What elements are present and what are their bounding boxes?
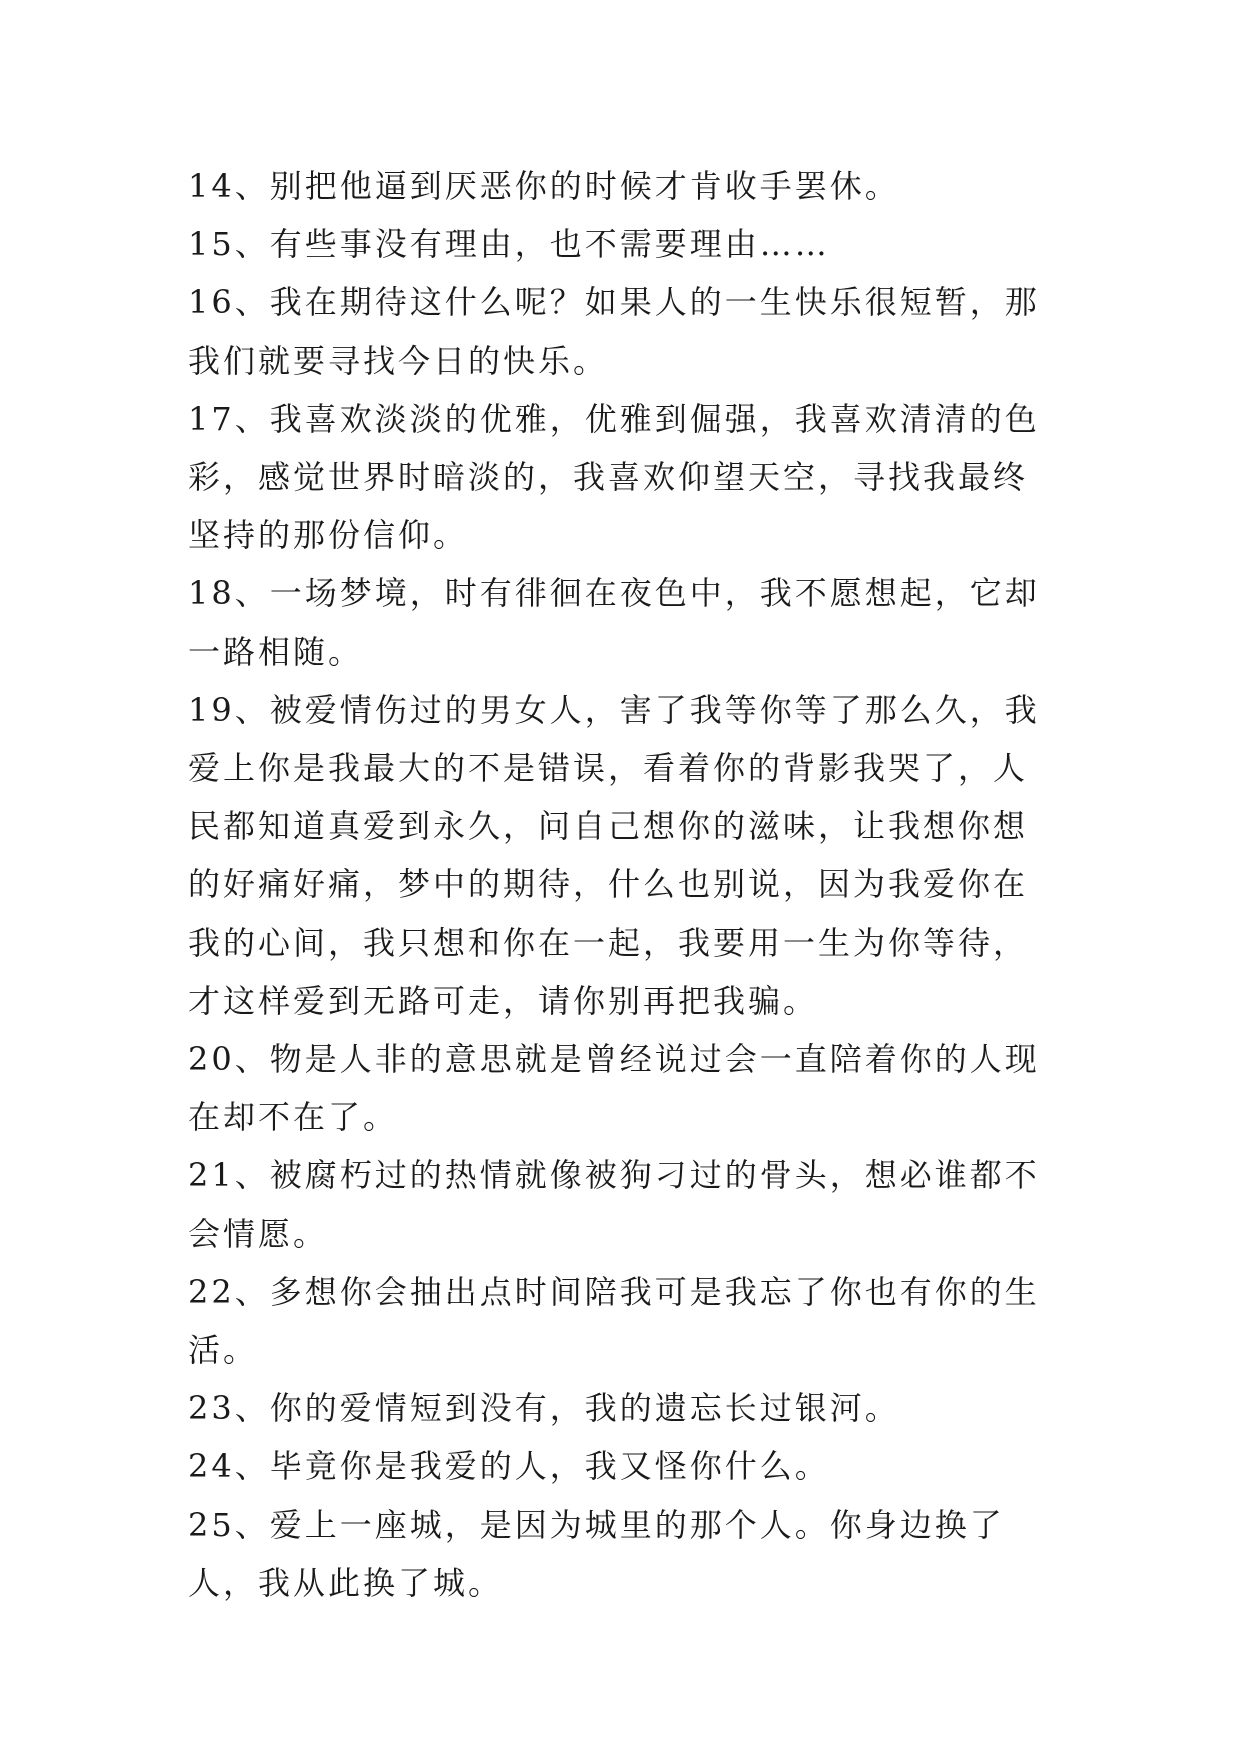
quote-paragraph-15: 15、有些事没有理由，也不需要理由…… bbox=[188, 225, 830, 264]
quote-paragraph-21: 21、被腐朽过的热情就像被狗刁过的骨头，想必谁都不会情愿。 bbox=[188, 1156, 1040, 1253]
quote-paragraph-14: 14、别把他逼到厌恶你的时候才肯收手罢休。 bbox=[188, 167, 900, 205]
document-body bbox=[188, 157, 1058, 1612]
quote-paragraph-17: 17、我喜欢淡淡的优雅，优雅到倔强，我喜欢清清的色彩，感觉世界时暗淡的，我喜欢仰望天空，寻找我最终坚持的那份信仰。 bbox=[188, 399, 1040, 555]
quote-paragraph-23: 23、你的爱情短到没有，我的遗忘长过银河。 bbox=[188, 1389, 900, 1428]
quote-paragraph-19: 19、被爱情伤过的男女人，害了我等你等了那么久，我爱上你是我最大的不是错误，看着你的背影我哭了，人民都知道真爱到永久，问自己想你的滋味，让我想你想的好痛好痛，梦中的期待，什么也别说，因为我爱你在我的心间，我只想和你在一起，我要用一生为你等待，才这样爱到无路可走，请你别再把我骗。 bbox=[188, 690, 1040, 1020]
quote-paragraph-16: 16、我在期待这什么呢？如果人的一生快乐很短暂，那我们就要寻找今日的快乐。 bbox=[188, 283, 1040, 380]
quote-paragraph-20: 20、物是人非的意思就是曾经说过会一直陪着你的人现在却不在了。 bbox=[188, 1040, 1040, 1137]
quote-paragraph-24: 24、毕竟你是我爱的人，我又怪你什么。 bbox=[188, 1447, 830, 1486]
quote-paragraph-22: 22、多想你会抽出点时间陪我可是我忘了你也有你的生活。 bbox=[188, 1272, 1040, 1370]
quote-paragraph-25: 25、爱上一座城，是因为城里的那个人。你身边换了人，我从此换了城。 bbox=[188, 1505, 1005, 1602]
quote-paragraph-18: 18、一场梦境，时有徘徊在夜色中，我不愿想起，它却一路相随。 bbox=[188, 574, 1040, 671]
